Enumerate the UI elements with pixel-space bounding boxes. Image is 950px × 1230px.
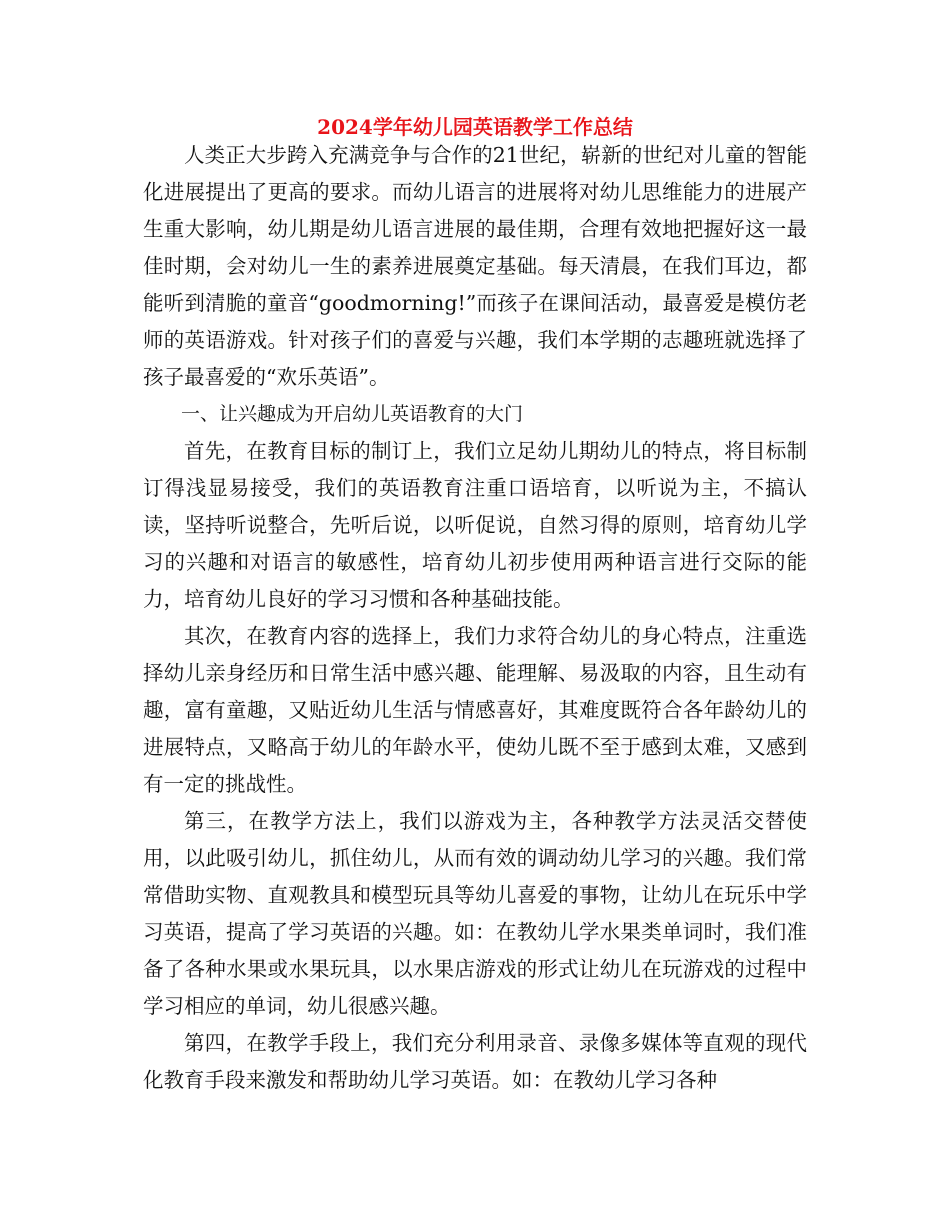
paragraph-second: 其次，在教育内容的选择上，我们力求符合幼儿的身心特点，注重选择幼儿亲身经历和日常生活中感兴趣、能理解、易汲取的内容，且生动有趣，富有童趣，又贴近幼儿生活与情感喜好，其难度既符合各年龄幼儿的进展特点，又略高于幼儿的年龄水平，使幼儿既不至于感到太难，又感到有一定的挑战性。 [143,624,807,796]
paragraph-third: 第三，在教学方法上，我们以游戏为主，各种教学方法灵活交替使用，以此吸引幼儿，抓住幼儿，从而有效的调动幼儿学习的兴趣。我们常常借助实物、直观教具和模型玩具等幼儿喜爱的事物，让幼儿在玩乐中学习英语，提高了学习英语的兴趣。如：在教幼儿学水果类单词时，我们准备了各种水果或水果玩具，以水果店游戏的形式让幼儿在玩游戏的过程中学习相应的单词，幼儿很感兴趣。 [143,809,807,1018]
paragraph-fourth: 第四，在教学手段上，我们充分利用录音、录像多媒体等直观的现代化教育手段来激发和帮助幼儿学习英语。如：在教幼儿学习各种 [143,1031,807,1092]
document-title: 2024学年幼儿园英语教学工作总结 [317,115,633,139]
paragraph-intro: 人类正大步跨入充满竞争与合作的21世纪，崭新的世纪对儿童的智能化进展提出了更高的要求。而幼儿语言的进展将对幼儿思维能力的进展产生重大影响，幼儿期是幼儿语言进展的最佳期，合理有效地把握好这一最佳时期，会对幼儿一生的素养进展奠定基础。每天清晨，在我们耳边，都能听到清脆的童音“goodmorning!”而孩子在课间活动，最喜爱是模仿老师的英语游戏。针对孩子们的喜爱与兴趣，我们本学期的志趣班就选择了孩子最喜爱的“欢乐英语”。 [143,143,807,389]
document-body [143,137,807,1099]
paragraph-first: 首先，在教育目标的制订上，我们立足幼儿期幼儿的特点，将目标制订得浅显易接受，我们的英语教育注重口语培育，以听说为主，不搞认读，坚持听说整合，先听后说，以听促说，自然习得的原则，培育幼儿学习的兴趣和对语言的敏感性，培育幼儿初步使用两种语言进行交际的能力，培育幼儿良好的学习习惯和各种基础技能。 [143,439,807,611]
section-heading: 一、让兴趣成为开启幼儿英语教育的大门 [181,403,524,425]
